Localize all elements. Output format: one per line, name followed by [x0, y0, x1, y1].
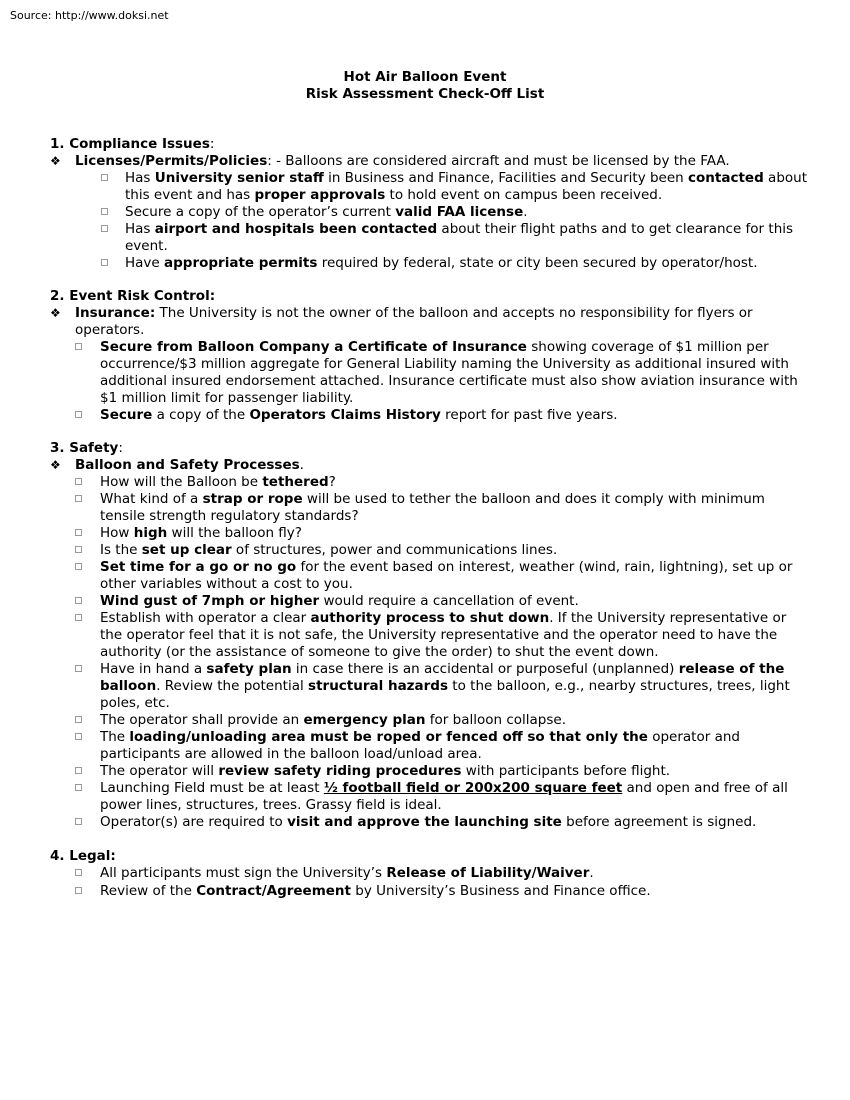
checklist-item: All participants must sign the University’s Release of Liability/Waiver. [50, 865, 810, 882]
diamond-bullet-icon: ❖ [50, 458, 61, 472]
section-event-risk [50, 288, 810, 424]
checkbox-icon [75, 887, 82, 894]
checkbox-icon [75, 478, 82, 485]
section-safety [50, 440, 810, 831]
checkbox-icon [75, 665, 82, 672]
diamond-bullet-icon: ❖ [50, 306, 61, 320]
section-heading: 1. Compliance Issues: [50, 136, 215, 152]
checklist-item: Have in hand a safety plan in case there is an accidental or purposeful (unplanned) release of the balloon. Review the potential structural hazards to the balloon, e.g., nearby structures, trees, light poles, etc. [50, 661, 810, 712]
title-line-2: Risk Assessment Check-Off List [305, 86, 545, 102]
checklist-item: Has airport and hospitals been contacted about their flight paths and to get clearance for this event. [50, 221, 810, 255]
checklist-item: Wind gust of 7mph or higher would require a cancellation of event. [50, 593, 810, 610]
checkbox-icon [75, 529, 82, 536]
section-heading: 4. Legal: [50, 848, 116, 864]
checkbox-icon [101, 174, 108, 181]
section-legal [50, 848, 810, 900]
checklist-item: The loading/unloading area must be roped or fenced off so that only the operator and participants are allowed in the balloon load/unload area. [50, 729, 810, 763]
checkbox-icon [75, 818, 82, 825]
checkbox-icon [75, 563, 82, 570]
checklist-item: What kind of a strap or rope will be used to tether the balloon and does it comply with minimum tensile strength regulatory standards? [50, 491, 810, 525]
checkbox-icon [75, 411, 82, 418]
bullet-item: ❖ Insurance: The University is not the owner of the balloon and accepts no responsibility for flyers or operators. [50, 305, 753, 338]
checkbox-icon [101, 225, 108, 232]
checklist-item: Establish with operator a clear authority process to shut down. If the University representative or the operator feel that it is not safe, the University representative and the operator need to have the authority (or the assistance of someone to give the order) to shut the event down. [50, 610, 810, 661]
checkbox-icon [75, 343, 82, 350]
bullet-item: ❖ Balloon and Safety Processes. [50, 457, 304, 473]
checkbox-icon [75, 597, 82, 604]
source-label: Source: http://www.doksi.net [10, 9, 169, 22]
title-line-1: Hot Air Balloon Event [343, 69, 507, 85]
checkbox-icon [75, 546, 82, 553]
checkbox-icon [75, 767, 82, 774]
checklist-item: Is the set up clear of structures, power and communications lines. [50, 542, 810, 559]
checklist-item: Secure a copy of the operator’s current valid FAA license. [50, 204, 810, 221]
checklist-item: Set time for a go or no go for the event based on interest, weather (wind, rain, lightning), set up or other variables without a cost to you. [50, 559, 810, 593]
page-title [0, 69, 850, 103]
checklist-item: The operator will review safety riding procedures with participants before flight. [50, 763, 810, 780]
checklist-item: Secure a copy of the Operators Claims History report for past five years. [50, 407, 810, 424]
checkbox-icon [101, 259, 108, 266]
checklist-item: Launching Field must be at least ½ football field or 200x200 square feet and open and free of all power lines, structures, trees. Grassy field is ideal. [50, 780, 810, 814]
checklist-item: Review of the Contract/Agreement by University’s Business and Finance office. [50, 883, 810, 900]
checkbox-icon [75, 716, 82, 723]
bullet-item: ❖ Licenses/Permits/Policies: - Balloons are considered aircraft and must be licensed by the FAA. [50, 153, 730, 169]
checkbox-icon [75, 495, 82, 502]
checkbox-icon [75, 869, 82, 876]
checkbox-icon [75, 733, 82, 740]
section-heading: 2. Event Risk Control: [50, 288, 216, 304]
checklist-item: How will the Balloon be tethered? [50, 474, 810, 491]
checklist-item: Operator(s) are required to visit and approve the launching site before agreement is signed. [50, 814, 810, 831]
checkbox-icon [75, 784, 82, 791]
checklist-item: Has University senior staff in Business and Finance, Facilities and Security been contacted about this event and has proper approvals to hold event on campus been received. [50, 170, 810, 204]
checklist-item: Have appropriate permits required by federal, state or city been secured by operator/host. [50, 255, 810, 272]
section-heading: 3. Safety: [50, 440, 123, 456]
checkbox-icon [101, 208, 108, 215]
section-compliance [50, 136, 810, 272]
checklist-item: Secure from Balloon Company a Certificate of Insurance showing coverage of $1 million per occurrence/$3 million aggregate for General Liability naming the University as additional insured with additional insured endorsement attached. Insurance certificate must also show aviation insurance with $1 million limit for passenger liability. [50, 339, 810, 407]
checkbox-icon [75, 614, 82, 621]
checklist-item: The operator shall provide an emergency plan for balloon collapse. [50, 712, 810, 729]
checklist-item: How high will the balloon fly? [50, 525, 810, 542]
diamond-bullet-icon: ❖ [50, 154, 61, 168]
